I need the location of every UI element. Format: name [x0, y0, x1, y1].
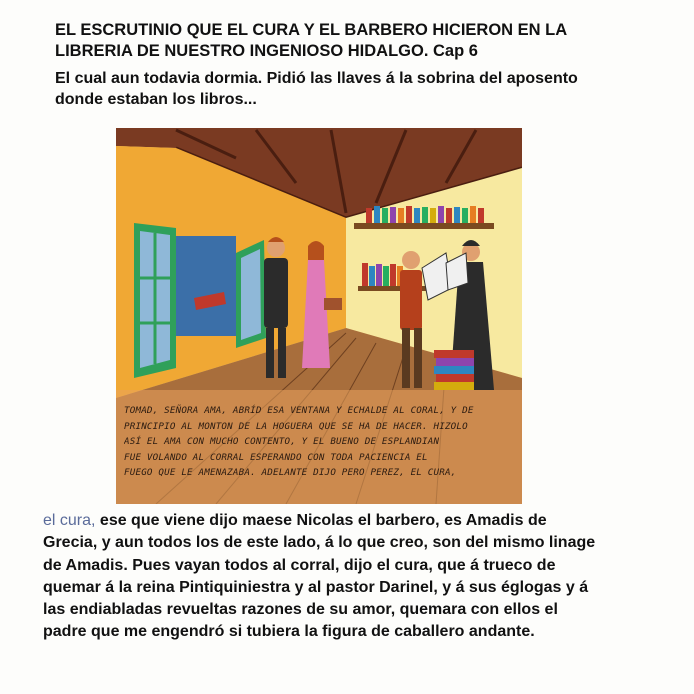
caption-line: PRINCIPIO AL MONTON DE LA HOGUERA QUE SE HA DE HACER. HIZOLO — [124, 420, 468, 432]
book-pile — [434, 350, 474, 390]
title-line-2: LIBRERIA DE NUESTRO INGENIOSO HIDALGO. Cap 6 — [55, 42, 478, 60]
page-title — [55, 20, 675, 62]
illustration-caption — [124, 403, 520, 481]
body-line-1-text: ese que viene dijo maese Nicolas el barbero, es Amadis de — [95, 512, 547, 529]
caption-line: ASÍ EL AMA CON MUCHO CONTENTO, Y EL BUENO DE ESPLANDIAN — [124, 436, 440, 448]
page-subtitle — [55, 68, 675, 110]
body-line-4: quemar á la reina Pintiquiniestra y al pastor Darinel, y á sus églogas y á — [43, 578, 589, 596]
body-paragraph — [43, 510, 663, 644]
body-line-3: de Amadis. Pues vayan todos al corral, dijo el cura, que á trueco de — [43, 556, 556, 574]
subtitle-line-1: El cual aun todavia dormia. Pidió las llaves á la sobrina del aposento — [55, 70, 578, 87]
caption-line: FUEGO QUE LE AMENAZABA. ADELANTE DIJO PERO PEREZ, EL CURA, — [124, 467, 457, 479]
body-line-5: las endiabladas revueltas razones de su amor, quemara con ellos el — [43, 601, 558, 619]
subtitle-line-2: donde estaban los libros... — [55, 91, 257, 108]
caption-line: TOMAD, SEÑORA AMA, ABRÍD ESA VENTANA Y ECHALDE AL CORAL, Y DE — [124, 405, 474, 416]
body-line-2: Grecia, y aun todos los de este lado, á lo que creo, son del mismo linage — [43, 534, 596, 552]
title-line-1: EL ESCRUTINIO QUE EL CURA Y EL BARBERO HICIERON EN LA — [55, 21, 568, 39]
body-line-6: padre que me engendró si tubiera la figura de caballero andante. — [43, 623, 535, 641]
caption-line: FUE VOLANDO AL CORRAL ESPERANDO CON TODA PACIENCIA EL — [124, 451, 428, 463]
body-line-1 — [43, 510, 663, 532]
highlighted-word: el cura, — [43, 512, 96, 529]
